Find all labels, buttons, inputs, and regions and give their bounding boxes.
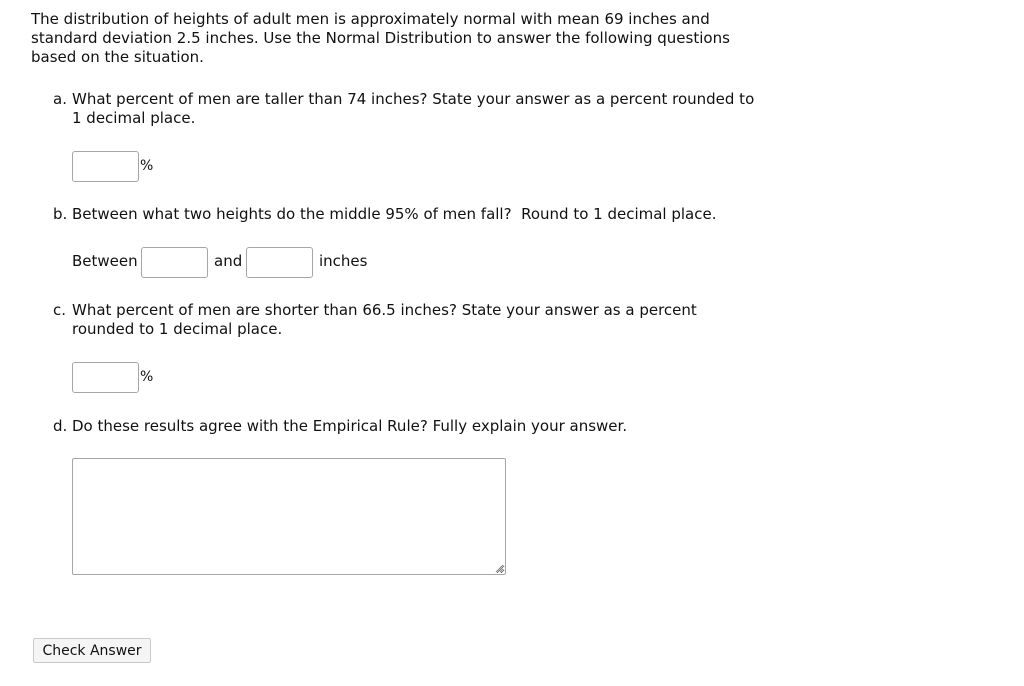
question-c-percent-unit: % (140, 369, 154, 385)
check-answer-button[interactable]: Check Answer (33, 638, 151, 663)
question-a-text-continued: 1 decimal place. (72, 109, 196, 127)
question-c-text: What percent of men are shorter than 66.5 inches? State your answer as a percent (72, 301, 697, 319)
question-b (53, 205, 717, 224)
question-b-lower-input[interactable] (141, 247, 208, 278)
question-b-upper-input[interactable] (246, 247, 313, 278)
question-d-text: Do these results agree with the Empirical Rule? Fully explain your answer. (72, 417, 628, 435)
question-d-answer-textarea[interactable] (72, 458, 506, 575)
problem-statement-line: based on the situation. (31, 48, 204, 66)
resize-grip-icon[interactable] (494, 563, 504, 573)
question-d-letter: d. (53, 417, 68, 435)
problem-statement-line: standard deviation 2.5 inches. Use the Normal Distribution to answer the following questions (31, 29, 730, 47)
question-c-letter: c. (53, 301, 67, 319)
question-c-text-continued: rounded to 1 decimal place. (72, 320, 283, 338)
question-b-text: Between what two heights do the middle 95% of men fall? Round to 1 decimal place. (72, 205, 717, 223)
problem-statement (31, 10, 751, 67)
question-c (53, 301, 697, 339)
question-a (53, 90, 754, 128)
question-a-text: What percent of men are taller than 74 inches? State your answer as a percent rounded to (72, 90, 755, 108)
question-b-between-label: Between (72, 252, 138, 270)
question-b-and-label: and (214, 252, 243, 270)
question-a-percent-unit: % (140, 158, 154, 174)
question-a-letter: a. (53, 90, 67, 108)
question-a-answer-input[interactable] (72, 151, 139, 182)
question-b-letter: b. (53, 205, 68, 223)
problem-statement-line: The distribution of heights of adult men is approximately normal with mean 69 inches and (31, 10, 710, 28)
question-c-answer-input[interactable] (72, 362, 139, 393)
question-d (53, 417, 627, 436)
question-b-inches-unit: inches (319, 252, 368, 270)
